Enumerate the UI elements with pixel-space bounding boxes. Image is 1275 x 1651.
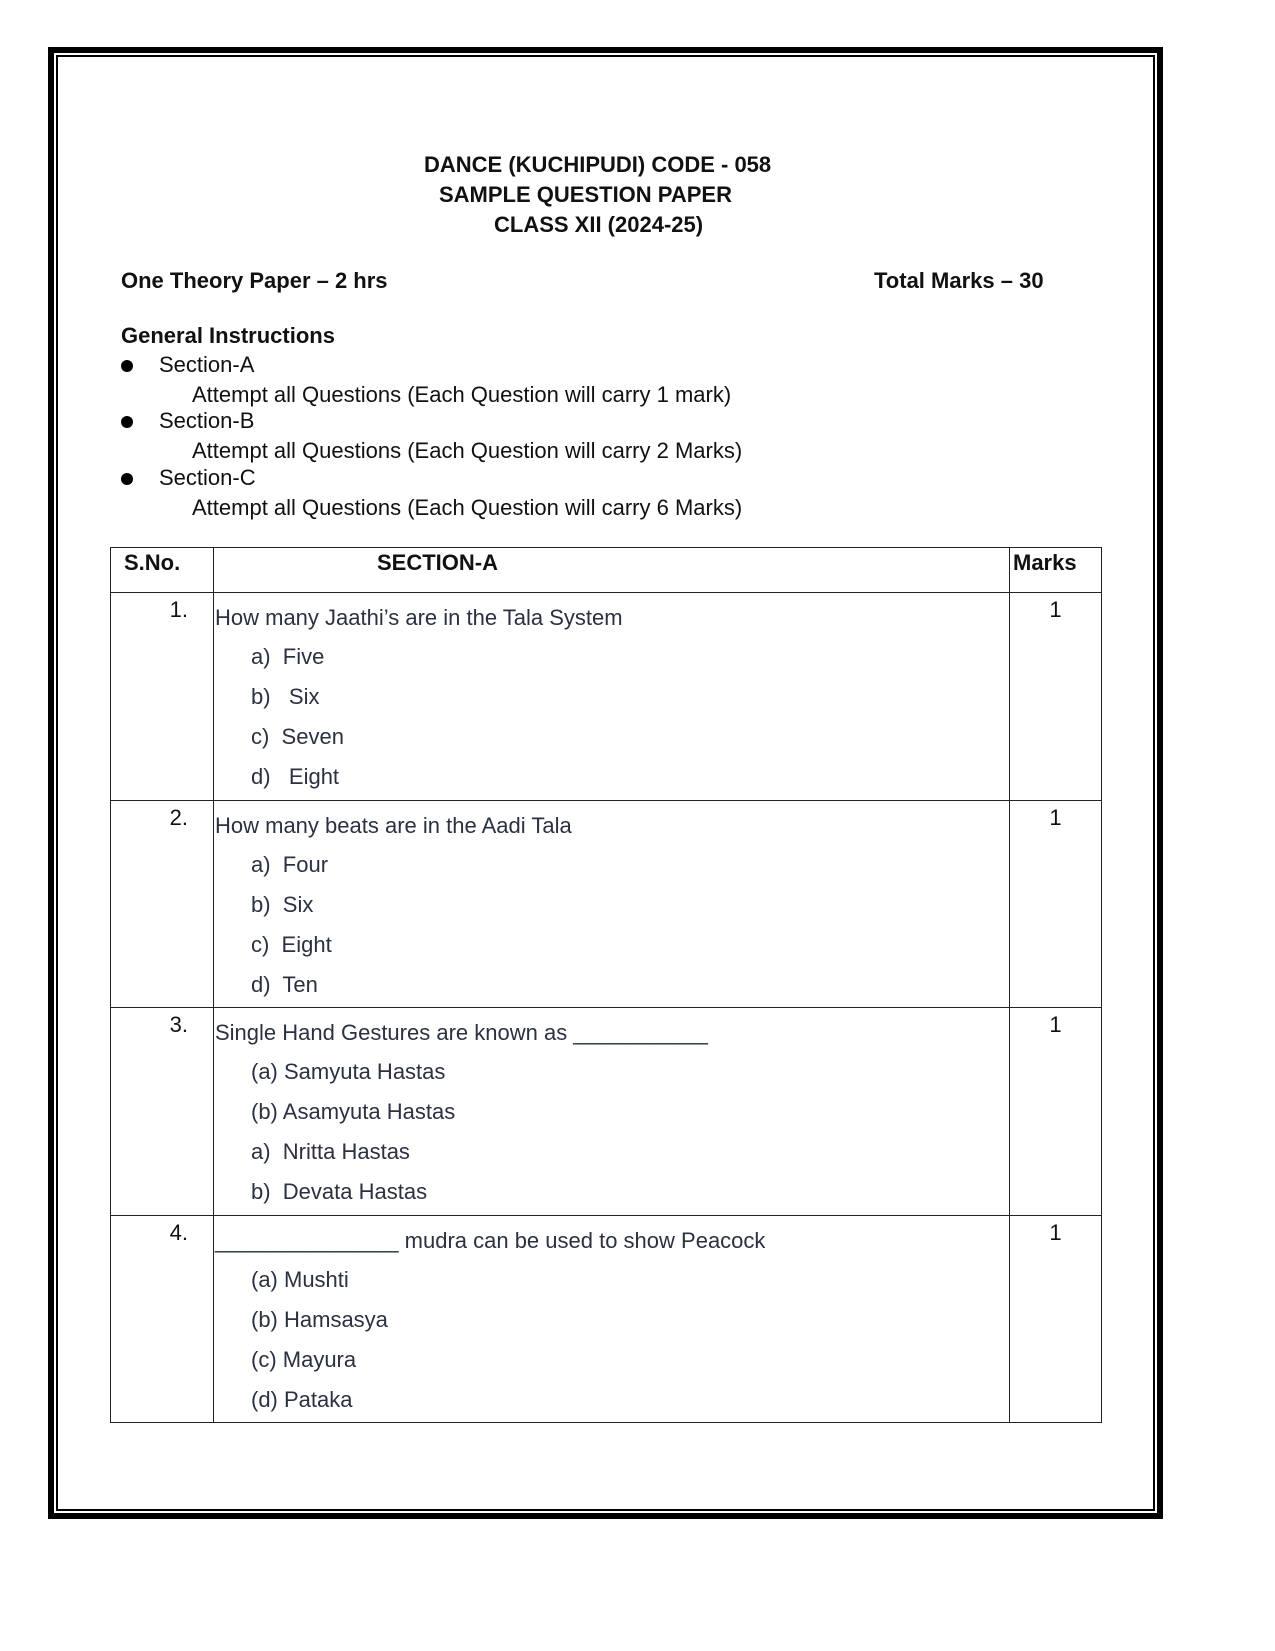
instruction-item <box>121 408 742 464</box>
instruction-text: Attempt all Questions (Each Question will carry 1 mark) <box>192 382 732 407</box>
header-sno: S.No. <box>111 548 214 593</box>
question-number: 1. <box>111 593 214 801</box>
option: (d) Pataka <box>251 1387 353 1412</box>
question-marks: 1 <box>1010 1008 1102 1216</box>
question-text: How many Jaathi’s are in the Tala System <box>215 605 623 630</box>
option: b) Devata Hastas <box>251 1179 428 1204</box>
table-row <box>111 593 1102 801</box>
question-marks: 1 <box>1010 1216 1102 1423</box>
instruction-text: Attempt all Questions (Each Question will carry 2 Marks) <box>192 438 743 463</box>
paper-class: CLASS XII (2024-25) <box>494 212 704 237</box>
option: c) Seven <box>251 724 344 749</box>
option: (a) Mushti <box>251 1267 349 1292</box>
question-marks: 1 <box>1010 801 1102 1008</box>
option: a) Four <box>251 852 329 877</box>
option: b) Six <box>251 892 314 917</box>
option: c) Eight <box>251 932 332 957</box>
option: (b) Hamsasya <box>251 1307 388 1332</box>
instructions-heading: General Instructions <box>121 323 335 348</box>
question-number: 4. <box>111 1216 214 1423</box>
instruction-section: Section-C <box>159 465 256 490</box>
option: (b) Asamyuta Hastas <box>251 1099 456 1124</box>
header-marks: Marks <box>1010 548 1102 593</box>
question-marks: 1 <box>1010 593 1102 801</box>
table-header-row <box>111 548 1102 593</box>
paper-title: DANCE (KUCHIPUDI) CODE - 058 <box>424 152 772 177</box>
option: b) Six <box>251 684 320 709</box>
question-cell <box>214 1008 1010 1216</box>
question-number: 2. <box>111 801 214 1008</box>
question-cell <box>214 1216 1010 1423</box>
option: a) Nritta Hastas <box>251 1139 410 1164</box>
option: (a) Samyuta Hastas <box>251 1059 446 1084</box>
option: (c) Mayura <box>251 1347 357 1372</box>
instruction-item <box>121 465 742 521</box>
table-row <box>111 1216 1102 1423</box>
question-text: How many beats are in the Aadi Tala <box>215 813 572 838</box>
instruction-item <box>121 352 731 408</box>
paper-subtitle: SAMPLE QUESTION PAPER <box>439 182 732 207</box>
header-section: SECTION-A <box>214 548 1010 593</box>
bullet-icon <box>121 416 133 428</box>
question-cell <box>214 801 1010 1008</box>
instruction-text: Attempt all Questions (Each Question will carry 6 Marks) <box>192 495 743 520</box>
option: a) Five <box>251 644 325 669</box>
instruction-section: Section-A <box>159 352 255 377</box>
option: d) Ten <box>251 972 318 997</box>
bullet-icon <box>121 360 133 372</box>
question-number: 3. <box>111 1008 214 1216</box>
table-row <box>111 1008 1102 1216</box>
question-text: _______________ mudra can be used to show Peacock <box>215 1228 766 1253</box>
questions-table <box>110 547 1102 1423</box>
paper-duration: One Theory Paper – 2 hrs <box>121 268 388 293</box>
question-text: Single Hand Gestures are known as ___________ <box>215 1020 708 1045</box>
instruction-section: Section-B <box>159 408 255 433</box>
option: d) Eight <box>251 764 340 789</box>
question-cell <box>214 593 1010 801</box>
bullet-icon <box>121 473 133 485</box>
table-row <box>111 801 1102 1008</box>
total-marks: Total Marks – 30 <box>874 268 1044 293</box>
